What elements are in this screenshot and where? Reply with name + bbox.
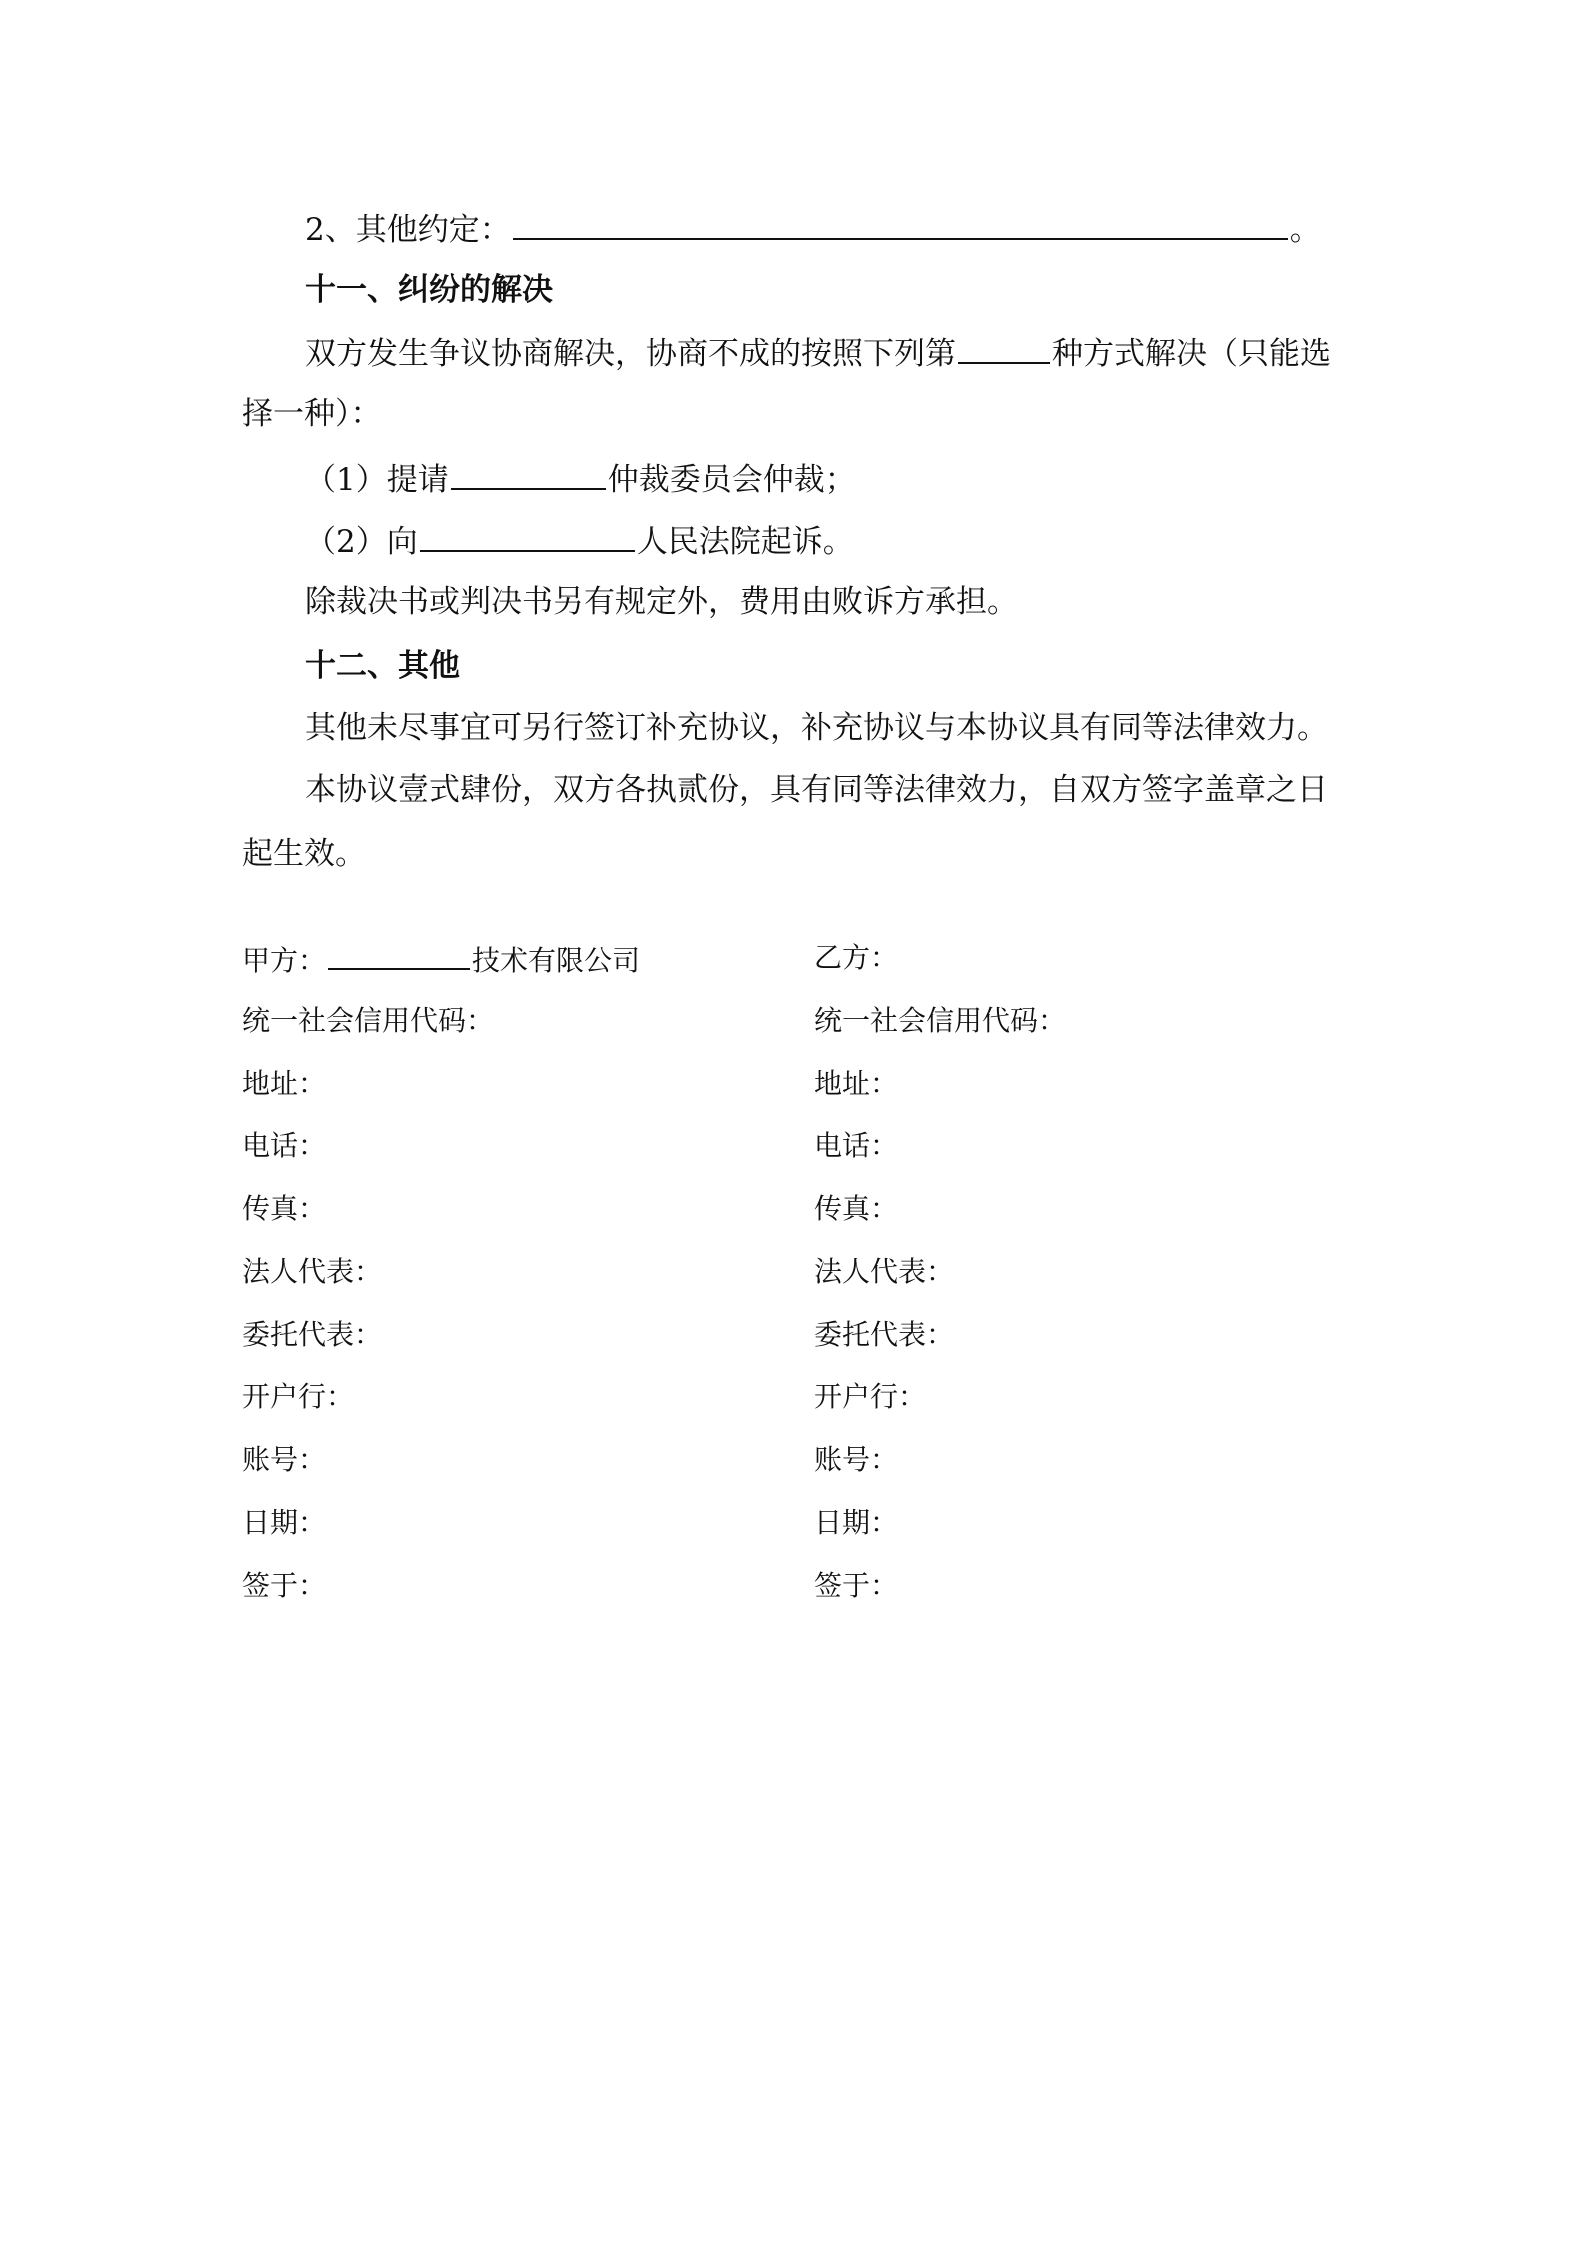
option-2-a: （2）向 xyxy=(305,524,418,560)
party-a-credit-code: 统一社会信用代码： xyxy=(242,1004,495,1037)
party-a-address: 地址： xyxy=(242,1067,327,1100)
other-agreement-line xyxy=(305,208,1321,250)
section-11-para1-cont: 择一种）： xyxy=(242,396,382,432)
other-agreement-label: 2、其他约定： xyxy=(305,212,511,248)
party-b-fax: 传真： xyxy=(814,1192,899,1225)
party-a-suffix: 技术有限公司 xyxy=(472,944,641,977)
party-b-address: 地址： xyxy=(814,1067,899,1100)
option-2 xyxy=(305,520,854,562)
party-b-credit-code: 统一社会信用代码： xyxy=(814,1004,1067,1037)
party-a-name xyxy=(242,940,640,979)
option-1 xyxy=(305,458,856,500)
section-11-title: 十一、纠纷的解决 xyxy=(305,272,553,308)
party-b-name: 乙方： xyxy=(814,941,899,974)
arbitration-commission-blank xyxy=(451,458,606,490)
option-2-b: 人民法院起诉。 xyxy=(636,524,854,560)
other-agreement-blank xyxy=(513,208,1288,240)
party-b-signed-at: 签于： xyxy=(814,1569,899,1602)
party-b-legal-rep: 法人代表： xyxy=(814,1255,955,1288)
section-12-para2: 本协议壹式肆份，双方各执贰份，具有同等法律效力，自双方签字盖章之日 xyxy=(305,772,1328,808)
party-b-phone: 电话： xyxy=(814,1129,899,1162)
party-a-agent: 委托代表： xyxy=(242,1318,383,1351)
section-11-para1-a: 双方发生争议协商解决，协商不成的按照下列第 xyxy=(305,336,956,372)
party-a-date: 日期： xyxy=(242,1506,327,1539)
section-12-para2-cont: 起生效。 xyxy=(242,836,366,872)
section-11-para1 xyxy=(305,332,1331,374)
method-number-blank xyxy=(958,332,1050,364)
party-a-phone: 电话： xyxy=(242,1129,327,1162)
party-b-agent: 委托代表： xyxy=(814,1318,955,1351)
party-b-bank: 开户行： xyxy=(814,1380,927,1413)
party-b-date: 日期： xyxy=(814,1506,899,1539)
party-b-account: 账号： xyxy=(814,1443,899,1476)
other-agreement-end: 。 xyxy=(1289,212,1321,248)
section-11-para1-b: 种方式解决（只能选 xyxy=(1052,336,1331,372)
section-12-title: 十二、其他 xyxy=(305,648,460,684)
party-a-account: 账号： xyxy=(242,1443,327,1476)
party-a-fax: 传真： xyxy=(242,1192,327,1225)
party-a-signed-at: 签于： xyxy=(242,1569,327,1602)
court-blank xyxy=(420,520,635,552)
fees-clause: 除裁决书或判决书另有规定外，费用由败诉方承担。 xyxy=(305,584,1018,620)
option-1-b: 仲裁委员会仲裁； xyxy=(607,462,856,498)
option-1-a: （1）提请 xyxy=(305,462,449,498)
party-a-legal-rep: 法人代表： xyxy=(242,1255,383,1288)
section-12-para1: 其他未尽事宜可另行签订补充协议，补充协议与本协议具有同等法律效力。 xyxy=(305,710,1328,746)
party-a-bank: 开户行： xyxy=(242,1380,355,1413)
party-a-prefix: 甲方： xyxy=(242,944,327,977)
party-a-name-blank xyxy=(328,940,470,970)
